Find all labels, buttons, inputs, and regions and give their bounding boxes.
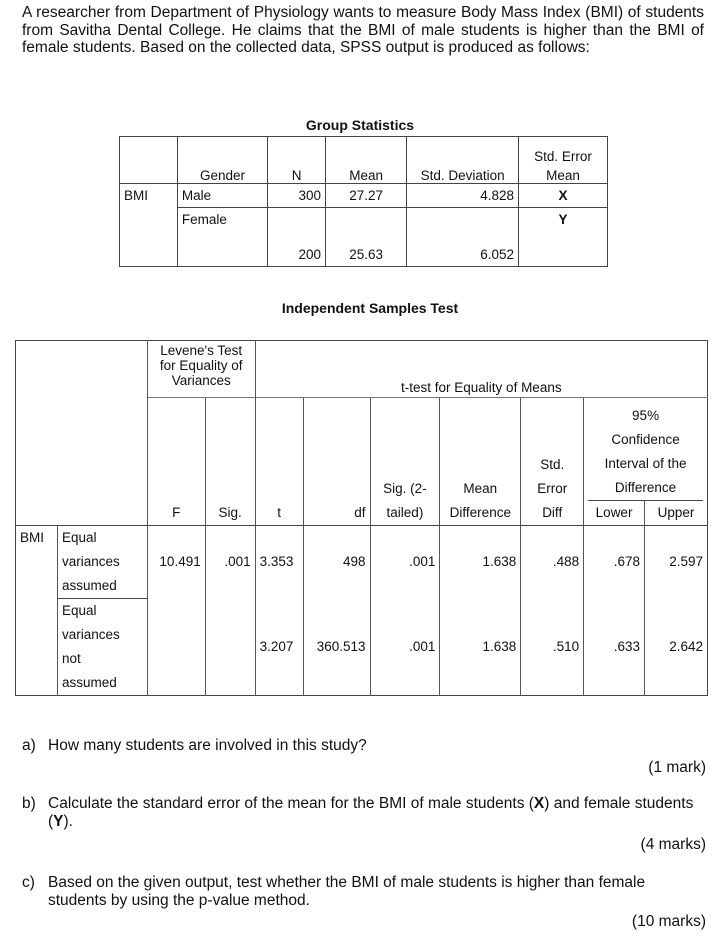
header-gender: Gender [177, 137, 267, 184]
header-std-error-line1: Std. Error [534, 149, 592, 164]
row1-F: 10.491 [147, 526, 205, 599]
levene-line2: for Equality of [159, 358, 243, 373]
ttest-header [255, 341, 707, 398]
col-mean-difference [440, 398, 521, 526]
row1-sig: .001 [205, 526, 255, 599]
ci-line2: Confidence [611, 432, 680, 447]
ci-line1: 95% [632, 408, 660, 423]
levene-line3: Variances [171, 373, 231, 388]
question-a-marks: (1 mark) [648, 759, 706, 776]
sd-male: 4.828 [407, 184, 519, 208]
row1-lower: .678 [584, 526, 645, 599]
row-label-bmi-test: BMI [20, 530, 45, 545]
row2-label-line1: Equal [61, 603, 97, 618]
question-b-x: X [533, 795, 545, 812]
ci-line3: Interval of the [604, 456, 687, 471]
question-c-text: Based on the given output, test whether the BMI of male students is higher than female students by using the p-value method. [48, 874, 646, 909]
mean-female: 25.63 [325, 208, 406, 267]
levene-line1: Levene's Test [160, 343, 243, 358]
header-mean: Mean [325, 137, 406, 184]
row2-label-line2: variances [61, 627, 120, 642]
independent-test-title: Independent Samples Test [281, 300, 459, 316]
col-df: df [303, 398, 370, 526]
col-se-line1: Std. [540, 457, 565, 472]
row2-lower: .633 [584, 599, 645, 696]
question-a [22, 737, 706, 757]
header-std-error-line2: Mean [546, 168, 580, 183]
intro-paragraph: A researcher from Department of Physiology wants to measure Body Mass Index (BMI) of students from Savitha Dental College. He claims that the BMI of male students is higher than the BMI of female students. Based on the collected data, SPSS output is produced as follows: [22, 4, 704, 56]
row1-df: 498 [303, 526, 370, 599]
ci-line4: Difference [588, 476, 703, 501]
row1-mean-diff: 1.638 [440, 526, 521, 599]
row1-upper: 2.597 [645, 526, 708, 599]
row1-label-line3: assumed [61, 578, 117, 593]
row2-df: 360.513 [303, 599, 370, 696]
question-b-marks: (4 marks) [640, 836, 706, 853]
group-statistics-title: Group Statistics [305, 117, 415, 133]
n-female: 200 [268, 208, 326, 267]
row2-label-line3: not [61, 651, 81, 666]
row2-F-empty [147, 599, 205, 696]
row1-label-line1: Equal [61, 530, 97, 545]
question-b-text [48, 795, 706, 831]
n-male: 300 [268, 184, 326, 208]
row2-upper: 2.642 [645, 599, 708, 696]
col-sig-2tailed [370, 398, 440, 526]
row2-sig-empty [205, 599, 255, 696]
independent-samples-table [15, 340, 708, 696]
row2-t: 3.207 [255, 599, 303, 696]
gender-female: Female [177, 208, 267, 267]
sd-female: 6.052 [407, 208, 519, 267]
col-sig: Sig. [205, 398, 255, 526]
question-c-marks: (10 marks) [631, 913, 706, 930]
se-female: Y [519, 208, 608, 267]
levene-header [147, 341, 255, 398]
col-upper: Upper [645, 501, 708, 526]
ttest-header-text: t-test for Equality of Means [401, 380, 562, 395]
col-md-line2: Difference [449, 505, 511, 520]
col-se-line2: Error [537, 481, 568, 496]
question-b-label: b) [22, 795, 36, 812]
row1-sig2: .001 [370, 526, 440, 599]
question-c [22, 874, 706, 914]
header-std-error-mean [519, 137, 608, 184]
question-b-text-1: Calculate the standard error of the mean for the BMI of male students ( [48, 795, 534, 812]
header-n: N [268, 137, 326, 184]
col-std-error-diff [521, 398, 584, 526]
ci-header [584, 398, 708, 502]
mean-male: 27.27 [325, 184, 406, 208]
question-b-text-3: ). [63, 813, 73, 830]
col-sig2-line1: Sig. (2- [383, 481, 427, 496]
question-b [22, 795, 706, 835]
question-c-label: c) [22, 874, 35, 891]
col-F: F [147, 398, 205, 526]
question-a-text: How many students are involved in this study? [48, 737, 367, 754]
se-male: X [519, 184, 608, 208]
row-equal-variances-not-assumed [57, 599, 147, 696]
col-se-line3: Diff [542, 505, 563, 520]
row2-se-diff: .510 [521, 599, 584, 696]
row2-label-line4: assumed [61, 675, 117, 690]
col-t: t [255, 398, 303, 526]
question-b-text-2: ) and female students ( [48, 795, 694, 830]
row1-label-line2: variances [61, 554, 120, 569]
question-b-y: Y [53, 813, 64, 830]
row1-t: 3.353 [255, 526, 303, 599]
col-lower: Lower [584, 501, 645, 526]
row2-sig2: .001 [370, 599, 440, 696]
question-a-label: a) [22, 737, 36, 754]
row2-mean-diff: 1.638 [440, 599, 521, 696]
col-sig2-line2: tailed) [386, 505, 424, 520]
row-label-bmi: BMI [124, 188, 149, 203]
gender-male: Male [177, 184, 267, 208]
corner-empty [16, 341, 148, 526]
col-md-line1: Mean [463, 481, 498, 496]
row1-se-diff: .488 [521, 526, 584, 599]
header-std-deviation: Std. Deviation [407, 137, 519, 184]
row-equal-variances-assumed [57, 526, 147, 599]
header-empty [120, 137, 178, 184]
group-statistics-table [119, 136, 608, 267]
